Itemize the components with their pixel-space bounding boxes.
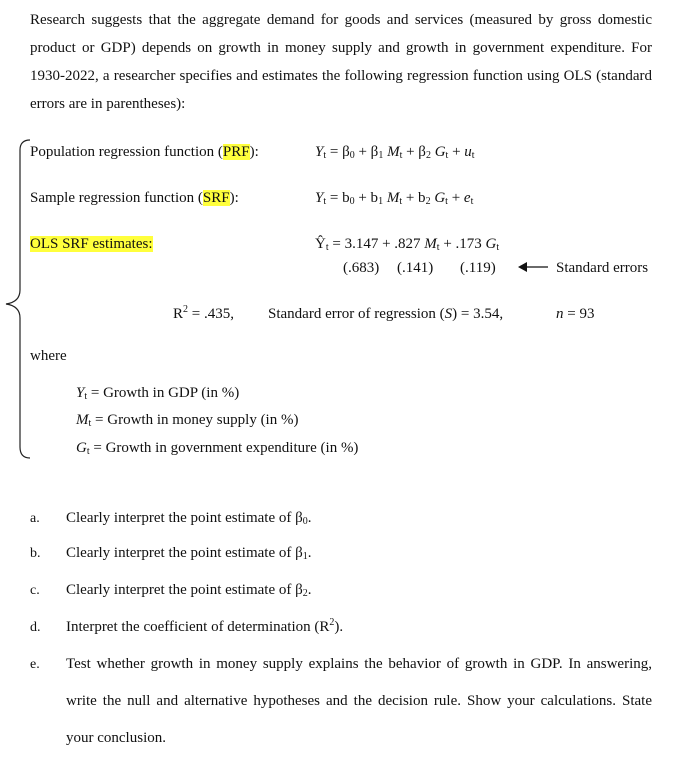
question-a-letter: a. — [30, 511, 40, 526]
definition-y: $Y_t$ = Growth in GDP (in %) — [76, 385, 240, 402]
definition-g: $G_t$ = Growth in government expenditure (in %) — [76, 440, 359, 457]
question-b-letter: b. — [30, 546, 41, 561]
question-e-letter: e. — [30, 657, 40, 672]
sample-size: n = 93 — [556, 306, 595, 322]
definition-m: $M_t$ = Growth in money supply (in %) — [76, 412, 299, 429]
question-c: Clearly interpret the point estimate of $\beta_2$. — [66, 582, 312, 599]
prf-highlight: PRF — [222, 144, 250, 160]
question-b: Clearly interpret the point estimate of $\beta_1$. — [66, 545, 312, 562]
se-3: (.119) — [460, 260, 496, 276]
srf-highlight: SRF — [202, 190, 230, 206]
srf-label: Sample regression function (SRF): — [30, 190, 239, 206]
se-label: Standard errors — [556, 260, 649, 276]
se-1: (.683) — [343, 260, 380, 276]
intro-paragraph — [30, 6, 652, 118]
curly-brace-icon — [0, 0, 30, 773]
question-d-letter: d. — [30, 620, 41, 635]
prf-label: Population regression function (PRF): — [30, 144, 259, 160]
estimated-equation: $Ŷ_t = 3.147 + .827$ $M_t + .173$ $G_t$ — [315, 236, 500, 253]
se-2: (.141) — [397, 260, 434, 276]
question-e: Test whether growth in money supply explains the behavior of growth in GDP. In answering, write the null and alternative hypotheses and the decision rule. Show your calculations. State your conclusion. — [66, 656, 652, 746]
question-d: Interpret the coefficient of determination $(R^2)$. — [66, 617, 344, 635]
question-c-letter: c. — [30, 583, 40, 598]
question-a: Clearly interpret the point estimate of $\beta_0$. — [66, 510, 312, 527]
intro-text: Research suggests that the aggregate demand for goods and services (measured by gross domestic product or GDP) depends on growth in money supply and growth in government expenditure. For 1930-2022, a researcher specifies and estimates the following regression function using OLS (standard errors are in parentheses): — [30, 12, 652, 112]
srf-equation: $Y_t = b_0 + b_1$ $M_t + b_2$ $G_t + e_t$ — [315, 190, 474, 207]
where-label: where — [30, 348, 67, 364]
r-squared: $R^2 = .435$, — [173, 304, 234, 322]
estimates-label: OLS SRF estimates: — [30, 236, 153, 252]
prf-equation: $Y_t = \beta_0 + \beta_1$ $M_t + \beta_2$ $G_t + u_t$ — [315, 144, 475, 161]
arrow-left-icon — [518, 260, 548, 274]
standard-error-of-regression: Standard error of regression (S) = 3.54, — [268, 306, 504, 322]
